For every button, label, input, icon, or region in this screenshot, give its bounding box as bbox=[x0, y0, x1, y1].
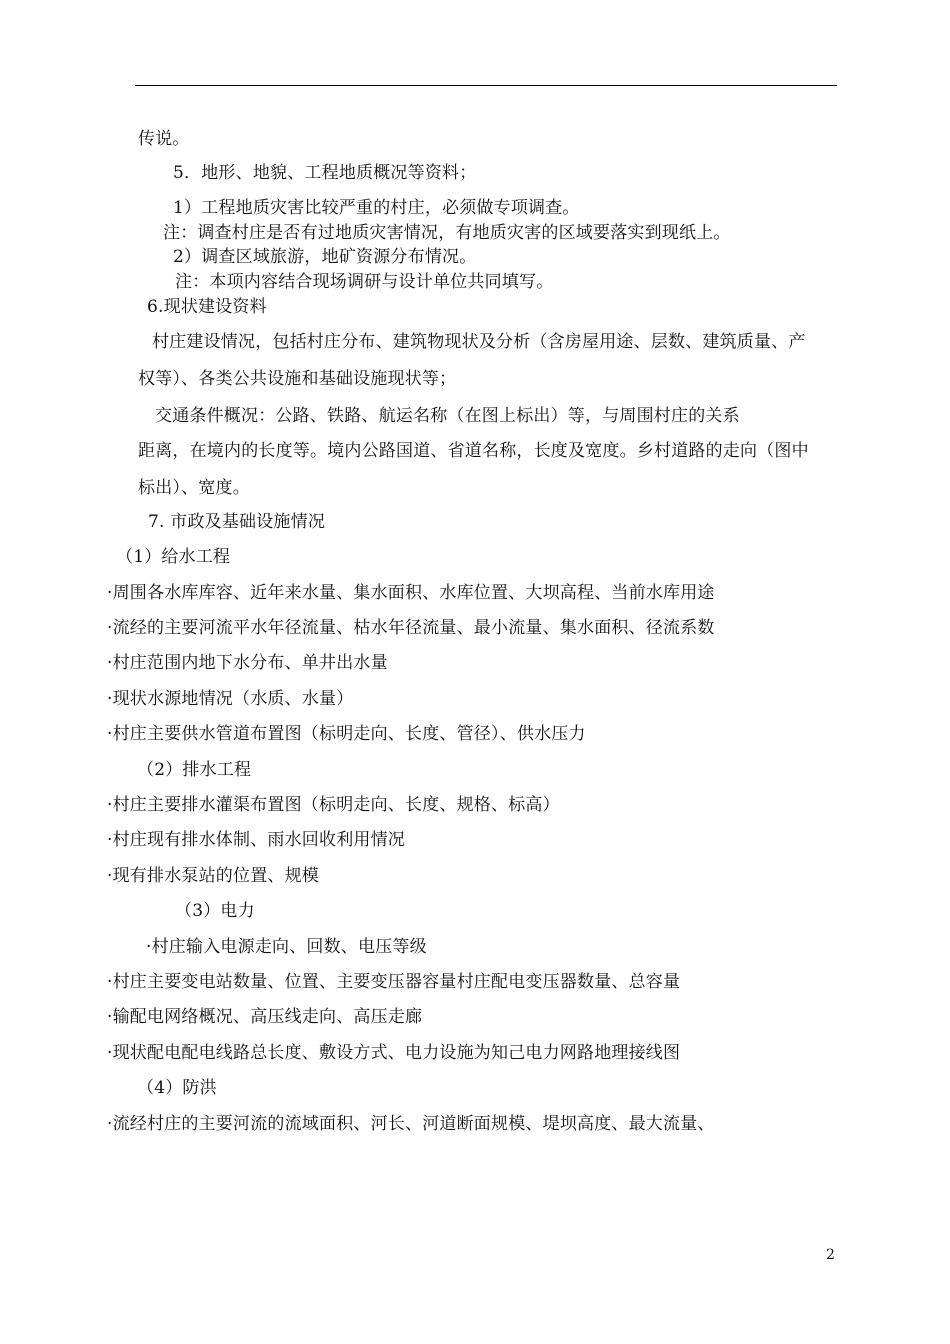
list-item: ·村庄主要供水管道布置图（标明走向、长度、管径）、供水压力 bbox=[107, 724, 586, 744]
note-line: 注：本项内容结合现场调研与设计单位共同填写。 bbox=[175, 272, 554, 292]
section-heading: 7. 市政及基础设施情况 bbox=[148, 512, 326, 532]
list-item: ·村庄输入电源走向、回数、电压等级 bbox=[146, 937, 427, 957]
list-item: ·周围各水库库容、近年来水量、集水面积、水库位置、大坝高程、当前水库用途 bbox=[107, 583, 715, 603]
header-rule bbox=[135, 85, 837, 86]
list-item: ·村庄范围内地下水分布、单井出水量 bbox=[107, 653, 388, 673]
list-item: ·村庄主要变电站数量、位置、主要变压器容量村庄配电变压器数量、总容量 bbox=[107, 972, 681, 992]
list-item: ·流经村庄的主要河流的流域面积、河长、河道断面规模、堤坝高度、最大流量、 bbox=[107, 1114, 715, 1134]
subsection-heading: （3）电力 bbox=[175, 901, 255, 921]
section-heading: 6.现状建设资料 bbox=[147, 297, 267, 317]
text-line: 1）工程地质灾害比较严重的村庄，必须做专项调查。 bbox=[173, 198, 580, 218]
text-line: 距离，在境内的长度等。境内公路国道、省道名称，长度及宽度。乡村道路的走向（图中 bbox=[138, 441, 809, 461]
text-line: 标出）、宽度。 bbox=[138, 478, 250, 498]
subsection-heading: （4）防洪 bbox=[137, 1078, 217, 1098]
list-item: ·流经的主要河流平水年径流量、枯水年径流量、最小流量、集水面积、径流系数 bbox=[107, 618, 715, 638]
subsection-heading: （1）给水工程 bbox=[116, 547, 231, 567]
page-number: 2 bbox=[826, 1247, 835, 1263]
list-item: ·村庄主要排水灌渠布置图（标明走向、长度、规格、标高） bbox=[107, 795, 560, 815]
list-item: ·现状配电配电线路总长度、敷设方式、电力设施为知己电力网路地理接线图 bbox=[107, 1043, 681, 1063]
text-line: 2）调查区域旅游，地矿资源分布情况。 bbox=[173, 247, 477, 267]
text-line: 传说。 bbox=[138, 129, 190, 149]
text-line: 交通条件概况：公路、铁路、航运名称（在图上标出）等，与周围村庄的关系 bbox=[155, 406, 740, 426]
list-item: ·村庄现有排水体制、雨水回收利用情况 bbox=[107, 830, 406, 850]
subsection-heading: （2）排水工程 bbox=[137, 760, 252, 780]
text-line: 村庄建设情况，包括村庄分布、建筑物现状及分析（含房屋用途、层数、建筑质量、产 bbox=[152, 332, 806, 352]
list-item: ·输配电网络概况、高压线走向、高压走廊 bbox=[107, 1007, 423, 1027]
list-item: ·现状水源地情况（水质、水量） bbox=[107, 689, 354, 709]
list-item: ·现有排水泵站的位置、规模 bbox=[107, 866, 320, 886]
note-line: 注：调查村庄是否有过地质灾害情况，有地质灾害的区域要落实到现纸上。 bbox=[163, 223, 731, 243]
text-line: 权等）、各类公共设施和基础设施现状等； bbox=[138, 369, 457, 389]
section-heading: 5．地形、地貌、工程地质概况等资料； bbox=[173, 163, 477, 183]
